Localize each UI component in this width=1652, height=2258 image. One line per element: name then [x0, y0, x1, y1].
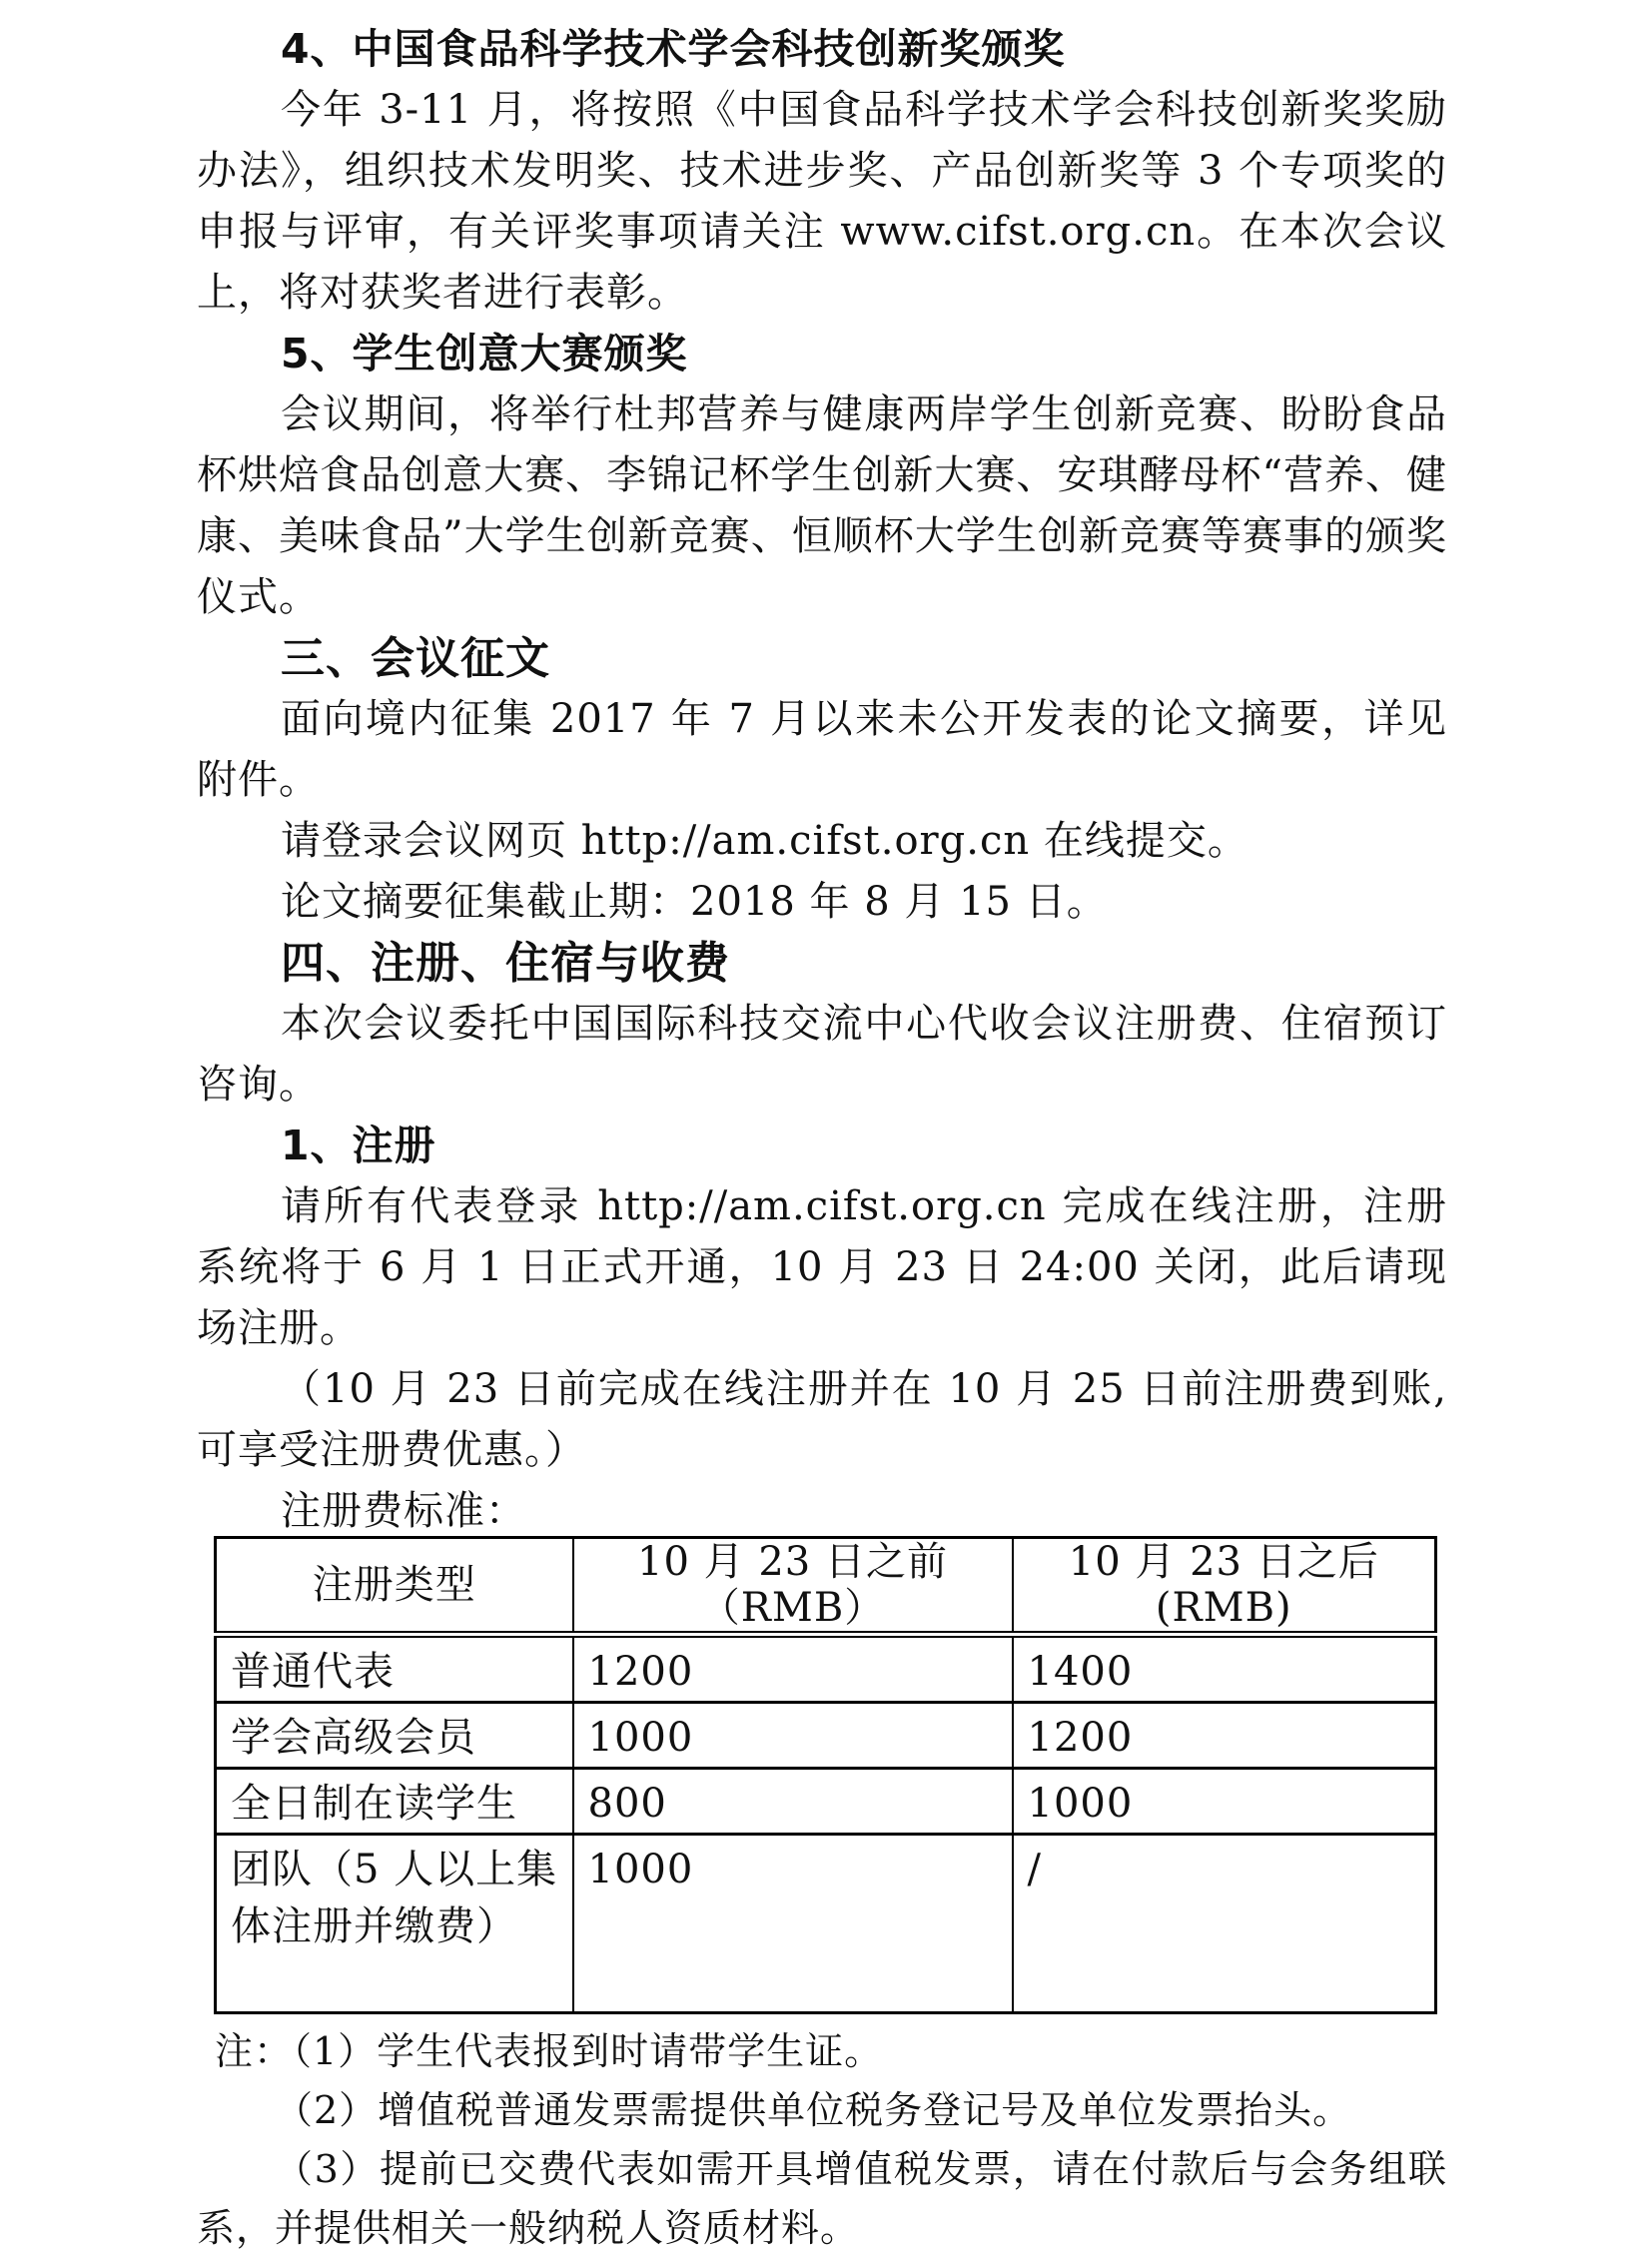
column-header-registration-type: 注册类型	[216, 1538, 573, 1635]
heading-registration-fees-section: 四、注册、住宿与收费	[281, 938, 730, 989]
note-student-id: 注：（1）学生代表报到时请带学生证。	[215, 2029, 884, 2073]
heading-registration: 1、注册	[281, 1122, 436, 1169]
note-prepaid-invoice: （3）提前已交费代表如需开具增值税发票，请在付款后与会务组联系，并提供相关一般纳税人资质材料。	[197, 2147, 1447, 2250]
cell-senior-member-after: 1200	[1013, 1703, 1436, 1769]
fee-table-header-row	[216, 1538, 1436, 1635]
cell-regular-delegate-before: 1200	[573, 1635, 1013, 1703]
cell-regular-delegate-after: 1400	[1013, 1635, 1436, 1703]
cell-group-after: /	[1013, 1835, 1436, 2013]
cell-senior-member-before: 1000	[573, 1703, 1013, 1769]
heading-student-contest: 5、学生创意大赛颁奖	[281, 330, 688, 377]
cell-group-type: 团队（5 人以上集体注册并缴费）	[216, 1835, 573, 2013]
para-online-submission: 请登录会议网页 http://am.cifst.org.cn 在线提交。	[281, 818, 1248, 864]
para-student-contest: 会议期间，将举行杜邦营养与健康两岸学生创新竞赛、盼盼食品杯烘焙食品创意大赛、李锦记杯学生创新大赛、安琪酵母杯“营养、健康、美味食品”大学生创新竞赛、恒顺杯大学生创新竞赛等赛事的颁奖仪式。	[197, 391, 1447, 620]
cell-regular-delegate-type: 普通代表	[216, 1635, 573, 1703]
heading-call-for-papers: 三、会议征文	[281, 633, 550, 684]
para-fee-collection-agency: 本次会议委托中国国际科技交流中心代收会议注册费、住宿预订咨询。	[197, 1001, 1447, 1108]
fee-row-fulltime-student	[216, 1769, 1436, 1835]
cell-fulltime-student-after: 1000	[1013, 1769, 1436, 1835]
para-online-registration: 请所有代表登录 http://am.cifst.org.cn 完成在线注册，注册系统将于 6 月 1 日正式开通，10 月 23 日 24:00 关闭，此后请现场注册。	[197, 1183, 1447, 1351]
note-vat-invoice-info: （2）增值税普通发票需提供单位税务登记号及单位发票抬头。	[275, 2088, 1352, 2132]
cell-senior-member-type: 学会高级会员	[216, 1703, 573, 1769]
cell-group-before: 1000	[573, 1835, 1013, 2013]
notes-section	[197, 2022, 1447, 2258]
heading-award-ceremony: 4、中国食品科学技术学会科技创新奖颁奖	[281, 25, 1066, 73]
fee-row-regular-delegate	[216, 1635, 1436, 1703]
column-header-after-oct23: 10 月 23 日之后(RMB)	[1013, 1538, 1436, 1635]
fee-row-group	[216, 1835, 1436, 2013]
para-call-scope: 面向境内征集 2017 年 7 月以来未公开发表的论文摘要，详见附件。	[197, 696, 1447, 803]
para-award-review: 今年 3-11 月，将按照《中国食品科学技术学会科技创新奖奖励办法》，组织技术发明奖、技术进步奖、产品创新奖等 3 个专项奖的申报与评审，有关评奖事项请关注 www.cifst.org.cn。在本次会议上，将对获奖者进行表彰。	[197, 87, 1447, 316]
para-abstract-deadline: 论文摘要征集截止期：2018 年 8 月 15 日。	[281, 879, 1108, 925]
fee-standard-label: 注册费标准：	[281, 1488, 526, 1534]
para-early-discount: （10 月 23 日前完成在线注册并在 10 月 25 日前注册费到账,可享受注册费优惠。）	[197, 1366, 1447, 1473]
column-header-before-oct23: 10 月 23 日之前（RMB）	[573, 1538, 1013, 1635]
registration-fee-table	[214, 1536, 1437, 2014]
cell-fulltime-student-before: 800	[573, 1769, 1013, 1835]
fee-row-senior-member	[216, 1703, 1436, 1769]
cell-fulltime-student-type: 全日制在读学生	[216, 1769, 573, 1835]
